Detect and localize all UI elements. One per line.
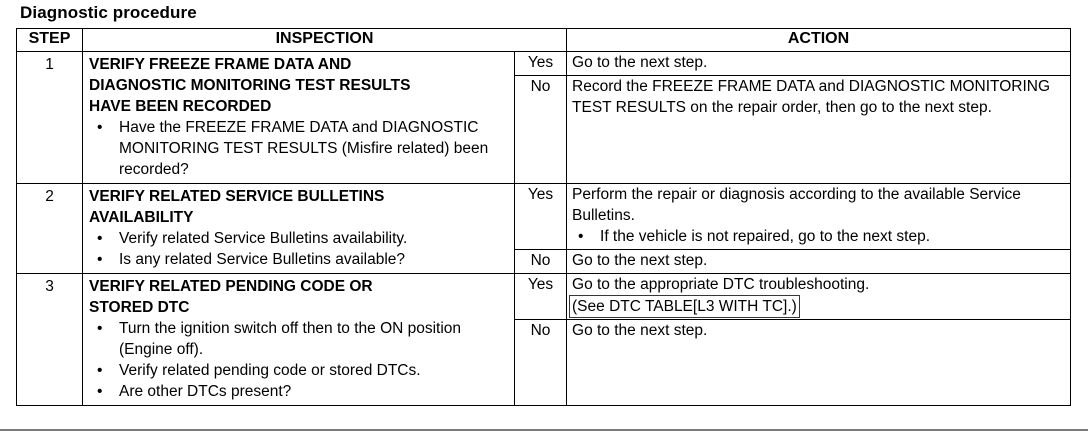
table-row xyxy=(17,52,1071,76)
action-no: Go to the next step. xyxy=(567,250,1071,274)
inspection-cell xyxy=(83,184,515,274)
table-header-row xyxy=(17,29,1071,52)
page-divider xyxy=(0,429,1088,431)
header-action: ACTION xyxy=(567,29,1071,52)
inspection-bullets xyxy=(89,228,508,270)
dtc-table-link[interactable]: (See DTC TABLE[L3 WITH TC].) xyxy=(569,295,800,318)
answer-yes: Yes xyxy=(515,274,567,320)
list-item: • Verify related Service Bulletins availability. xyxy=(119,228,508,249)
inspection-heading: VERIFY FREEZE FRAME DATA AND DIAGNOSTIC MONITORING TEST RESULTS HAVE BEEN RECORDED xyxy=(89,56,411,115)
action-no: Go to the next step. xyxy=(567,319,1071,405)
answer-yes: Yes xyxy=(515,184,567,250)
list-item: • Is any related Service Bulletins available? xyxy=(119,249,508,270)
answer-no: No xyxy=(515,75,567,183)
list-item: • Turn the ignition switch off then to the ON position (Engine off). xyxy=(119,318,508,360)
list-item: • Verify related pending code or stored DTCs. xyxy=(119,360,508,381)
header-inspection: INSPECTION xyxy=(83,29,567,52)
action-yes: Go to the appropriate DTC troubleshooting. (See DTC TABLE[L3 WITH TC].) xyxy=(567,274,1071,320)
header-step: STEP xyxy=(17,29,83,52)
list-item: • Have the FREEZE FRAME DATA and DIAGNOSTIC MONITORING TEST RESULTS (Misfire related) been recorded? xyxy=(119,117,508,180)
inspection-cell xyxy=(83,274,515,406)
action-yes: Perform the repair or diagnosis according to the available Service Bulletins. • If the vehicle is not repaired, go to the next step. xyxy=(567,184,1071,250)
inspection-bullets xyxy=(89,318,508,402)
action-no: Record the FREEZE FRAME DATA and DIAGNOSTIC MONITORING TEST RESULTS on the repair order, then go to the next step. xyxy=(567,75,1071,183)
action-yes: Go to the next step. xyxy=(567,52,1071,76)
answer-no: No xyxy=(515,319,567,405)
inspection-heading: VERIFY RELATED SERVICE BULLETINS AVAILABILITY xyxy=(89,188,385,226)
table-row xyxy=(17,184,1071,250)
answer-yes: Yes xyxy=(515,52,567,76)
answer-no: No xyxy=(515,250,567,274)
step-number: 3 xyxy=(17,274,83,406)
list-item: • If the vehicle is not repaired, go to the next step. xyxy=(600,226,1065,247)
diagnostic-procedure-table xyxy=(16,28,1071,406)
step-number: 1 xyxy=(17,52,83,184)
list-item: • Are other DTCs present? xyxy=(119,381,508,402)
action-bullets xyxy=(572,226,1065,247)
inspection-bullets xyxy=(89,117,508,180)
step-number: 2 xyxy=(17,184,83,274)
inspection-cell xyxy=(83,52,515,184)
page-title: Diagnostic procedure xyxy=(20,3,197,22)
table-row xyxy=(17,274,1071,320)
inspection-heading: VERIFY RELATED PENDING CODE OR STORED DTC xyxy=(89,278,373,316)
